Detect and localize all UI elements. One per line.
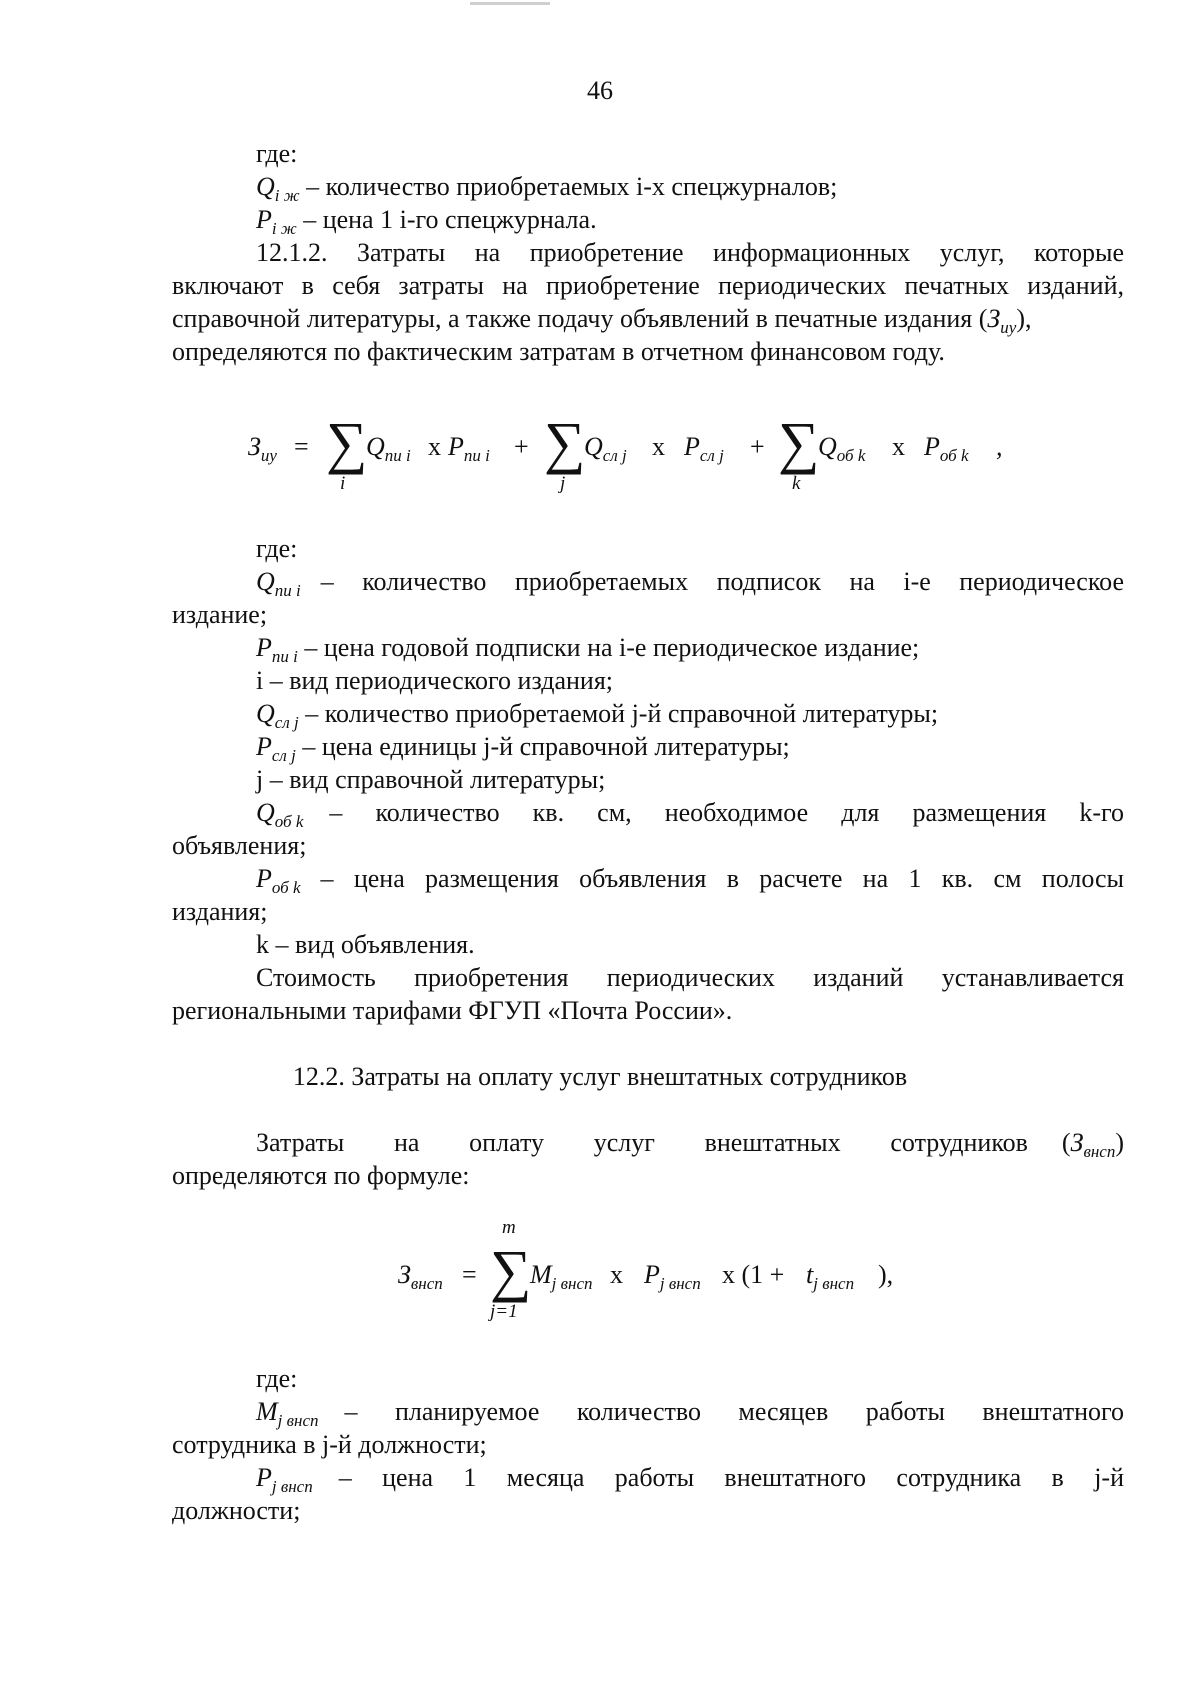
where-label: где: [256,1364,298,1393]
paragraph-line: Затраты на оплату услуг внештатных сотрудников $(З_{внсп})$ [256,1128,1124,1161]
where-label: где: [256,534,298,563]
definition-k: k – вид объявления. [256,930,475,959]
paragraph-line: региональными тарифами ФГУП «Почта России». [172,996,733,1025]
definition-i: i – вид периодического издания; [256,666,614,695]
definition-continuation: объявления; [172,831,307,860]
definition-p-ob: $P_{об k}$ – цена размещения объявления в расчете на 1 кв. см полосы [256,864,1124,897]
paragraph-line: Стоимость приобретения периодических изданий устанавливается [256,963,1124,992]
paragraph-line: включают в себя затраты на приобретение периодических печатных изданий, [172,271,1124,300]
definition-q-ob: $Q_{об k}$ – количество кв. см, необходимое для размещения k-го [256,798,1124,831]
definition-continuation: издания; [172,897,268,926]
definition-p-j: $P_{j внсп}$ – цена 1 месяца работы внештатного сотрудника в j-й [256,1463,1124,1496]
definition-continuation: сотрудника в j-й должности; [172,1430,487,1459]
definition-continuation: издание; [172,600,268,629]
definition-q-ij: $Q_{i ж}$ – количество приобретаемых i-х спецжурналов; [256,172,838,205]
sum-symbol: ∑ [544,410,586,475]
page-number: 46 [587,76,613,105]
definition-j: j – вид справочной литературы; [256,765,606,794]
definition-continuation: должности; [172,1496,301,1525]
definition-p-ij: $P_{i ж}$ – цена 1 i-го спецжурнала. [256,205,597,238]
definition-p-sl: $P_{сл j}$ – цена единицы j-й справочной литературы; [256,732,790,765]
paragraph-line: справочной литературы, а также подачу объявлений в печатные издания $(З_{иу})$, [172,304,1032,337]
section-heading: 12.2. Затраты на оплату услуг внештатных сотрудников [292,1062,908,1091]
sum-symbol: ∑ [326,410,368,475]
definition-p-pi: $P_{пи i}$ – цена годовой подписки на i-е периодическое издание; [256,633,920,666]
where-label: где: [256,139,298,168]
document-page: 46 где: $Q_{i ж}$ – количество приобретаемых i-х спецжурналов; $P_{i ж}$ – цена 1 i-го спецжурнала. 12.1.2. Затраты на приобретение информационных услуг, которые включают в себя затраты на приобретение периодических печатных изданий, справочной литературы, а также подачу объявлений в печатные издания $(З_{иу})$, определяются по фактическим затратам в отчетном финансовом году. $З_{иу}$ = ∑ i $Q_{пи i}$ x $P_{пи i}$ + ∑ j $Q_{сл j}$ x $P_{сл j}$ + ∑ k $Q_{об k}$ x $P_{об k}$ , где: $Q_{пи i}$ – количество приобретаемых подписок на i-е периодическое издание; $P_{пи i}$ – цена годовой подписки на i-е периодическое издание; i – вид периодического издания; $Q_{сл j}$ – количество приобретаемой j-й справочной литературы; $P_{сл j}$ – цена единицы j-й справочной литературы; j – вид справочной литературы; $Q_{об k}$ – количество кв. см, необходимое для размещения k-го объявления; $P_{об k}$ – цена размещения объявления в расчете на 1 кв. см полосы издания; k – вид объявления. Стоимость приобретения периодических изданий устанавливается региональными тарифами ФГУП «Почта России». 12.2. Затраты на оплату услуг внештатных сотрудников Затраты на оплату услуг внештатных сотрудников $(З_{внсп})$ определяются по формуле: $З_{внсп}$ = m ∑ j=1 $M_{j внсп}$ x $P_{j внсп}$ x (1 + $t_{j внсп}$ ), где: $M_{j внсп}$ – планируемое количество месяцев работы внештатного сотрудника в j-й должности; $P_{j внсп}$ – цена 1 месяца работы внештатного сотрудника в j-й должности; [0,0,1200,1700]
sum-symbol: ∑ [490,1238,532,1303]
sum-symbol: ∑ [778,410,820,475]
paragraph-line: определяются по формуле: [172,1161,470,1190]
paragraph-line: определяются по фактическим затратам в отчетном финансовом году. [172,337,945,366]
paragraph-line: 12.1.2. Затраты на приобретение информационных услуг, которые [256,238,1124,267]
definition-q-pi: $Q_{пи i}$ – количество приобретаемых подписок на i-е периодическое [256,567,1124,600]
scan-artifact [470,2,550,5]
definition-q-sl: $Q_{сл j}$ – количество приобретаемой j-й справочной литературы; [256,699,939,732]
definition-m-j: $M_{j внсп}$ – планируемое количество месяцев работы внештатного [256,1397,1124,1430]
